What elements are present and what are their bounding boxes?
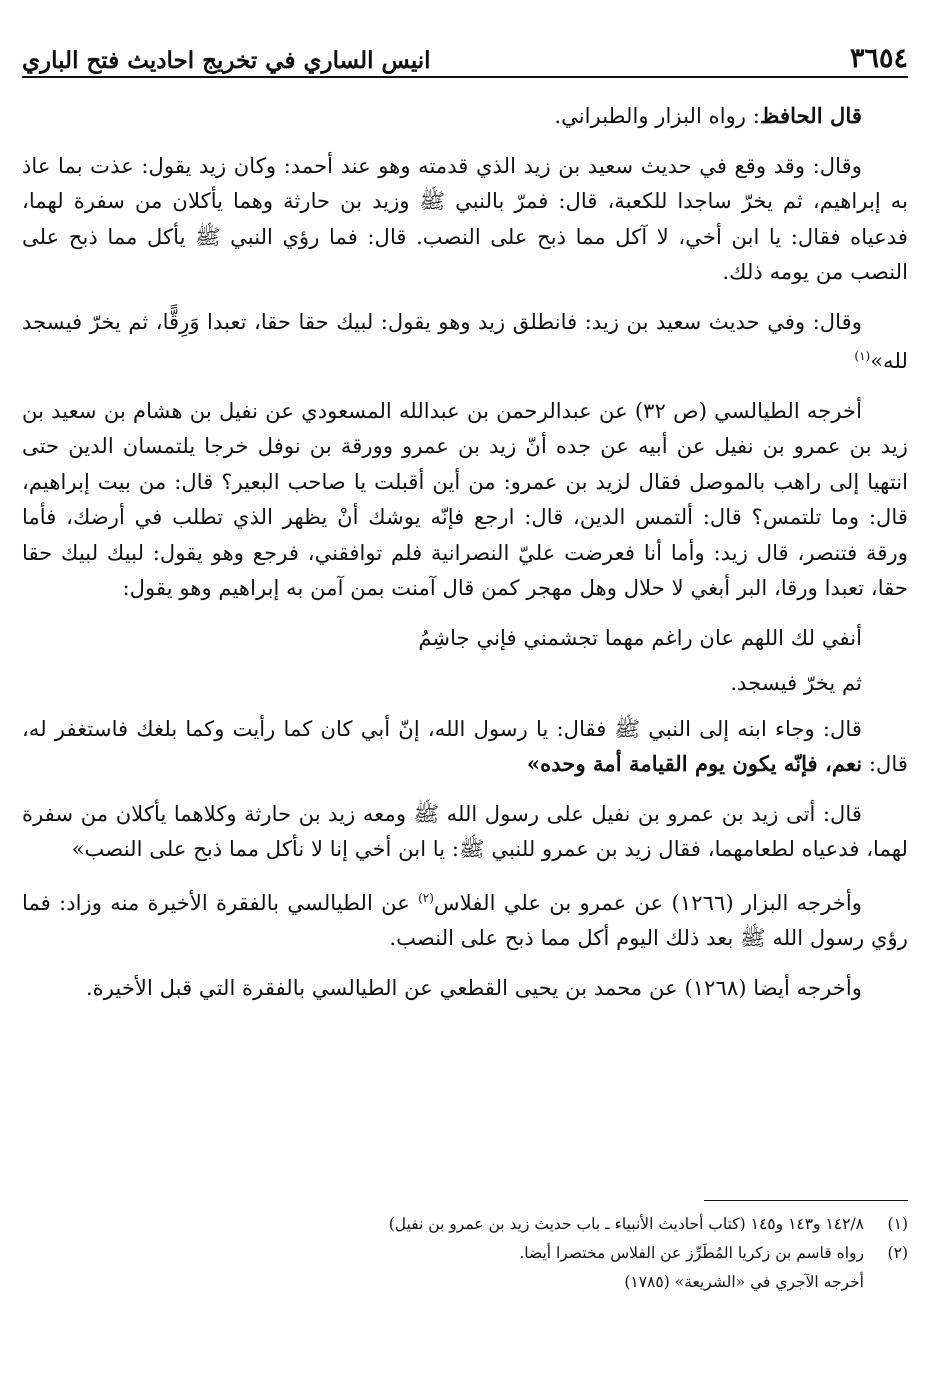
paragraph-prostration: ثم يخرّ فيسجد. [730,670,862,696]
bazzar-text-b: عن الطيالسي بالفقرة الأخيرة منه وزاد: فما رؤي رسول الله ﷺ بعد ذلك اليوم أكل مما ذبح على النصب. [22,889,908,951]
footnotes [22,1210,908,1297]
footnote-number: (٢) [887,1244,908,1262]
hafiz-label: قال الحافظ [759,103,862,128]
son-bold-text: نعم، فإنّه يكون يوم القيامة أمة وحده» [526,751,863,777]
header-rule [22,76,908,78]
son-text: قال: وجاء ابنه إلى النبي ﷺ فقال: يا رسول الله، إنّ أبي كان كما رأيت وكما بلغك فاستغفر له، قال: [22,715,908,777]
footnote-text: رواه قاسم بن زكريا المُطَرِّز عن الفلاس مختصرا أيضا. [519,1244,864,1262]
footnote-text: ١٤٢/٨ و١٤٣ و١٤٥ (كتاب أحاديث الأنبياء ـ باب حديث زيد بن عمرو بن نفيل) [388,1215,864,1233]
bazzar-text-a: وأخرجه البزار (١٢٦٦) عن عمرو بن علي الفلاس [433,889,862,915]
footnote-continuation: أخرجه الآجري في «الشريعة» (١٧٨٥) [624,1273,864,1291]
footnote-rule [704,1200,908,1201]
talbiya-text: وقال: وفي حديث سعيد بن زيد: فانطلق زيد وهو يقول: لبيك حقا حقا، تعبدا وَرِقًّا، ثم يخرّ فيسجد لله» [22,308,908,374]
paragraph-bazzar [22,881,908,956]
footnote-number: (١) [887,1215,908,1233]
paragraph-tayalisi: أخرجه الطيالسي (ص ٣٢) عن عبدالرحمن بن عبدالله المسعودي عن نفيل بن هشام بن سعيد بن زيد بن عمرو بن نفيل عن أبيه عن جده أنّ زيد بن عمرو وورقة بن نوفل خرجا يلتمسان الدين حتى انتهيا إلى راهب بالموصل فقال لزيد بن عمرو: من أين أقبلت يا صاحب البعير؟ قال: من بيت إبراهيم، قال: وما تلتمس؟ قال: ألتمس الدين، قال: ارجع فإنّه يوشك أنْ يظهر الذي تطلب في أرضك، فأما ورقة فتنصر، قال زيد: وأما أنا فعرضت عليّ النصرانية فلم توافقني، فرجع وهو يقول: لبيك لبيك حقا حقا، تعبدا ورقا، البر أبغي لا حلال وهل مهجر كمن قال آمنت بمن آمن به إبراهيم وهو يقول: [22,397,908,601]
footnote-2 [22,1239,908,1268]
running-title: انيس الساري في تخريج احاديث فتح الباري [22,47,431,74]
paragraph-talbiya [22,304,908,379]
page-header [22,32,908,74]
paragraph-hafiz [22,98,908,134]
hafiz-text: : رواه البزار والطبراني. [554,103,760,128]
footnote-ref-2[interactable]: (٢) [418,890,434,905]
paragraph-said-bin-zaid: وقال: وقد وقع في حديث سعيد بن زيد الذي قدمته وهو عند أحمد: وكان زيد يقول: عذت بما عاذ به إبراهيم، ثم يخرّ ساجدا للكعبة، قال: فمرّ بالنبي ﷺ وزيد بن حارثة وهما يأكلان من سفرة لهما، فدعياه فقال: يا ابن أخي، لا آكل مما ذبح على النصب. قال: فما رؤي النبي ﷺ يأكل مما ذبح على النصب من يومه ذلك. [22,152,908,284]
footnote-1 [22,1210,908,1239]
paragraph-qatai: وأخرجه أيضا (١٢٦٨) عن محمد بن يحيى القطعي عن الطيالسي بالفقرة التي قبل الأخيرة. [85,974,862,1000]
paragraph-son [22,711,908,782]
paragraph-sufra: قال: أتى زيد بن عمرو بن نفيل على رسول الله ﷺ ومعه زيد بن حارثة وكلاهما يأكلان من سفرة لهما، فدعياه لطعامهما، فقال زيد بن عمرو للنبي ﷺ: يا ابن أخي إنا لا نأكل مما ذبح على النصب» [22,800,908,862]
verse-line: أنفي لك اللهم عان راغم مهما تجشمني فإني جاشِمُ [418,624,862,650]
main-text [22,98,908,1019]
footnote-ref-1[interactable]: (١) [854,349,871,363]
page-number: ٣٦٥٤ [849,43,908,74]
